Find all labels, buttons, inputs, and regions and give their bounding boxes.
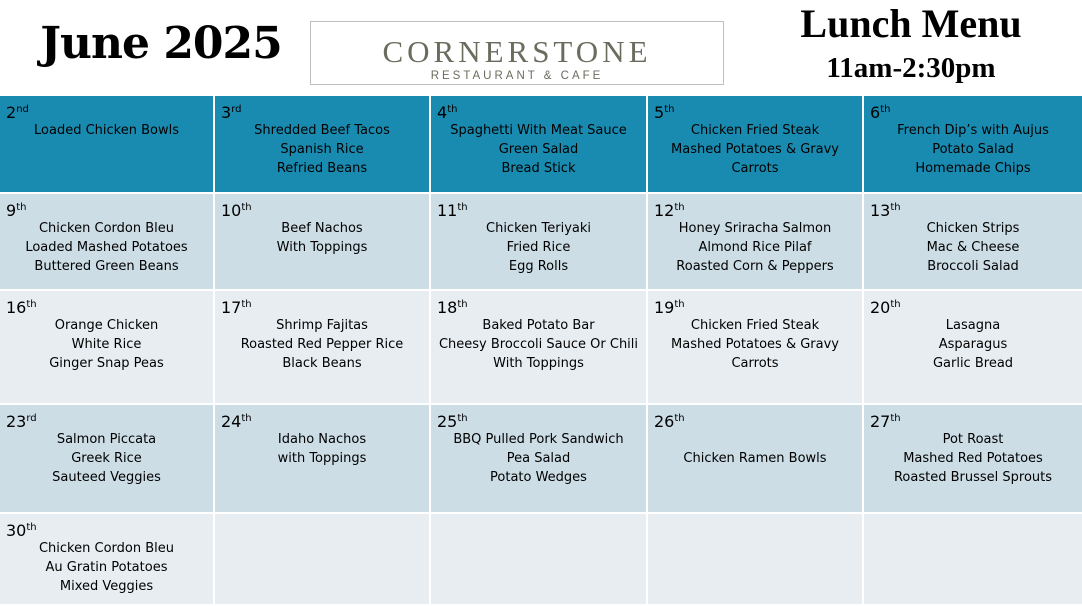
menu-items <box>870 430 1076 487</box>
menu-item: Roasted Brussel Sprouts <box>893 470 1053 485</box>
menu-item: Egg Rolls <box>508 259 569 274</box>
menu-item: Sauteed Veggies <box>52 470 161 485</box>
day-suffix: th <box>457 413 468 424</box>
day-number <box>870 198 1076 218</box>
menu-items <box>870 316 1076 373</box>
menu-item: Mixed Veggies <box>59 579 154 594</box>
day-number-value: 18 <box>437 298 458 317</box>
menu-item: Chicken Fried Steak <box>690 123 820 138</box>
day-number-value: 20 <box>870 298 891 317</box>
menu-item: Roasted Red Pepper Rice <box>240 337 404 352</box>
day-number-value: 16 <box>6 298 27 317</box>
day-number-value: 3 <box>221 103 232 122</box>
calendar-cell <box>648 291 864 405</box>
calendar-cell <box>431 514 648 606</box>
menu-item: Beef Nachos <box>281 221 363 236</box>
calendar-cell <box>648 96 864 194</box>
menu-item: With Toppings <box>493 356 584 371</box>
day-suffix: th <box>241 202 252 213</box>
menu-item: Buttered Green Beans <box>34 259 179 274</box>
menu-items <box>437 316 640 373</box>
day-number <box>6 409 207 429</box>
menu-items <box>870 219 1076 276</box>
day-suffix: th <box>674 202 685 213</box>
menu-item: Spanish Rice <box>280 142 364 157</box>
day-suffix: rd <box>231 104 242 115</box>
menu-item: With Toppings <box>276 240 368 255</box>
menu-item: Bread Stick <box>501 161 576 176</box>
calendar-cell <box>864 194 1082 291</box>
menu-items <box>6 430 207 487</box>
menu-item: Mashed Potatoes & Gravy <box>671 337 839 352</box>
day-number <box>221 295 423 315</box>
day-number-value: 10 <box>221 201 242 220</box>
calendar-cell <box>431 194 648 291</box>
day-suffix: th <box>241 299 252 310</box>
day-number-value: 6 <box>870 103 881 122</box>
day-suffix: th <box>241 413 252 424</box>
menu-item: Au Gratin Potatoes <box>45 560 168 575</box>
day-number-value: 23 <box>6 412 27 431</box>
calendar-cell <box>864 514 1082 606</box>
menu-items <box>221 219 423 257</box>
day-number <box>870 100 1076 120</box>
menu-items <box>221 430 423 468</box>
menu-item: Chicken Cordon Bleu <box>38 221 174 236</box>
month-heading: June 2025 <box>40 18 282 69</box>
menu-item: White Rice <box>71 337 142 352</box>
calendar-cell <box>431 96 648 194</box>
day-suffix: th <box>674 299 685 310</box>
calendar-cell <box>864 405 1082 514</box>
calendar-cell <box>215 96 431 194</box>
menu-item: Lasagna <box>945 318 1001 333</box>
day-number-value: 25 <box>437 412 458 431</box>
menu-items <box>6 121 207 140</box>
calendar-cell <box>215 514 431 606</box>
day-number <box>654 518 856 538</box>
calendar-cell <box>648 194 864 291</box>
menu-item: Homemade Chips <box>915 161 1031 176</box>
menu-items <box>437 219 640 276</box>
menu-item: Ginger Snap Peas <box>49 356 164 371</box>
day-number <box>870 295 1076 315</box>
calendar-cell <box>648 514 864 606</box>
day-suffix: th <box>890 299 901 310</box>
calendar-cell <box>864 291 1082 405</box>
menu-items <box>654 316 856 373</box>
day-number-value: 2 <box>6 103 17 122</box>
menu-item: Fried Rice <box>506 240 571 255</box>
day-number-value: 9 <box>6 201 17 220</box>
day-number-value: 26 <box>654 412 675 431</box>
calendar-cell <box>0 405 215 514</box>
restaurant-logo <box>310 21 724 85</box>
day-number-value: 12 <box>654 201 675 220</box>
menu-item: Broccoli Salad <box>927 259 1019 274</box>
menu-item: Refried Beans <box>276 161 368 176</box>
menu-item: Mashed Potatoes & Gravy <box>671 142 839 157</box>
menu-item: Honey Sriracha Salmon <box>678 221 832 236</box>
day-number <box>437 295 640 315</box>
menu-item: Loaded Chicken Bowls <box>34 123 179 138</box>
calendar-cell <box>431 291 648 405</box>
day-suffix: th <box>664 104 675 115</box>
day-suffix: th <box>890 413 901 424</box>
menu-items <box>654 121 856 178</box>
day-suffix: th <box>880 104 891 115</box>
day-suffix: th <box>457 299 468 310</box>
day-number <box>654 198 856 218</box>
calendar-cell <box>648 405 864 514</box>
day-number <box>6 295 207 315</box>
menu-items <box>6 316 207 373</box>
menu-item: Chicken Strips <box>926 221 1020 236</box>
day-number <box>870 518 1076 538</box>
day-number <box>6 198 207 218</box>
day-number <box>6 518 207 538</box>
menu-item: Potato Wedges <box>490 470 587 485</box>
day-number <box>437 198 640 218</box>
menu-item: Carrots <box>731 161 779 176</box>
calendar-cell <box>0 96 215 194</box>
day-number-value: 13 <box>870 201 891 220</box>
menu-items <box>870 121 1076 178</box>
day-suffix: th <box>16 202 27 213</box>
menu-item: Baked Potato Bar <box>482 318 595 333</box>
day-number-value: 19 <box>654 298 675 317</box>
menu-item: Idaho Nachos <box>277 432 367 447</box>
day-number <box>654 295 856 315</box>
day-suffix: nd <box>16 104 29 115</box>
menu-item: Mashed Red Potatoes <box>903 451 1043 466</box>
menu-item: Asparagus <box>938 337 1008 352</box>
menu-item: Orange Chicken <box>54 318 159 333</box>
day-number <box>437 100 640 120</box>
menu-item: Potato Salad <box>932 142 1014 157</box>
menu-items <box>221 121 423 178</box>
menu-item: Chicken Fried Steak <box>690 318 820 333</box>
calendar-cell <box>215 405 431 514</box>
day-suffix: th <box>26 522 37 533</box>
calendar-cell <box>215 291 431 405</box>
menu-item: Cheesy Broccoli Sauce Or Chili <box>438 337 639 352</box>
day-number <box>221 100 423 120</box>
day-number <box>221 409 423 429</box>
menu-items <box>221 316 423 373</box>
menu-items <box>6 539 207 596</box>
day-number-value: 11 <box>437 201 458 220</box>
day-number <box>437 518 640 538</box>
menu-item: Loaded Mashed Potatoes <box>25 240 188 255</box>
menu-item: Chicken Cordon Bleu <box>38 541 174 556</box>
day-number <box>437 409 640 429</box>
menu-item: Black Beans <box>282 356 362 371</box>
day-number <box>870 409 1076 429</box>
menu-item: Shredded Beef Tacos <box>254 123 390 138</box>
day-suffix: rd <box>26 413 37 424</box>
day-suffix: th <box>447 104 458 115</box>
menu-item: Salmon Piccata <box>56 432 157 447</box>
menu-item: Greek Rice <box>71 451 142 466</box>
menu-item: Pot Roast <box>942 432 1004 447</box>
day-number <box>6 100 207 120</box>
calendar-cell <box>0 194 215 291</box>
day-number-value: 30 <box>6 521 27 540</box>
menu-items <box>6 219 207 276</box>
day-number <box>654 100 856 120</box>
day-number-value: 27 <box>870 412 891 431</box>
menu-item: Garlic Bread <box>932 356 1014 371</box>
menu-item: BBQ Pulled Pork Sandwich <box>453 432 624 447</box>
menu-item: French Dip’s with Aujus <box>897 123 1049 138</box>
day-number-value: 4 <box>437 103 448 122</box>
day-number <box>221 198 423 218</box>
calendar-cell <box>215 194 431 291</box>
menu-item: Green Salad <box>498 142 579 157</box>
calendar-cell <box>864 96 1082 194</box>
day-number-value: 5 <box>654 103 665 122</box>
menu-title: Lunch Menu <box>800 1 1022 46</box>
menu-item: Spaghetti With Meat Sauce <box>450 123 627 138</box>
logo-name: CORNERSTONE <box>382 34 652 69</box>
day-suffix: th <box>457 202 468 213</box>
menu-items <box>437 430 640 487</box>
logo-subtitle: RESTAURANT & CAFE <box>430 70 604 82</box>
menu-item: Carrots <box>731 356 779 371</box>
day-suffix: th <box>674 413 685 424</box>
calendar-grid <box>0 96 1082 606</box>
menu-item: Shrimp Fajitas <box>276 318 368 333</box>
day-number-value: 24 <box>221 412 242 431</box>
menu-item: Chicken Ramen Bowls <box>683 451 827 466</box>
calendar-cell <box>0 514 215 606</box>
day-number-value: 17 <box>221 298 242 317</box>
menu-item: with Toppings <box>277 451 367 466</box>
menu-hours: 11am-2:30pm <box>826 52 996 84</box>
day-number <box>221 518 423 538</box>
menu-items <box>654 219 856 276</box>
menu-item: Chicken Teriyaki <box>486 221 591 236</box>
day-number <box>654 409 856 429</box>
menu-item: Almond Rice Pilaf <box>698 240 812 255</box>
calendar-cell <box>0 291 215 405</box>
menu-item: Roasted Corn & Peppers <box>676 259 834 274</box>
menu-item: Pea Salad <box>506 451 571 466</box>
menu-items <box>437 121 640 178</box>
day-suffix: th <box>26 299 37 310</box>
menu-item: Mac & Cheese <box>926 240 1020 255</box>
calendar-cell <box>431 405 648 514</box>
menu-items <box>654 449 856 468</box>
day-suffix: th <box>890 202 901 213</box>
